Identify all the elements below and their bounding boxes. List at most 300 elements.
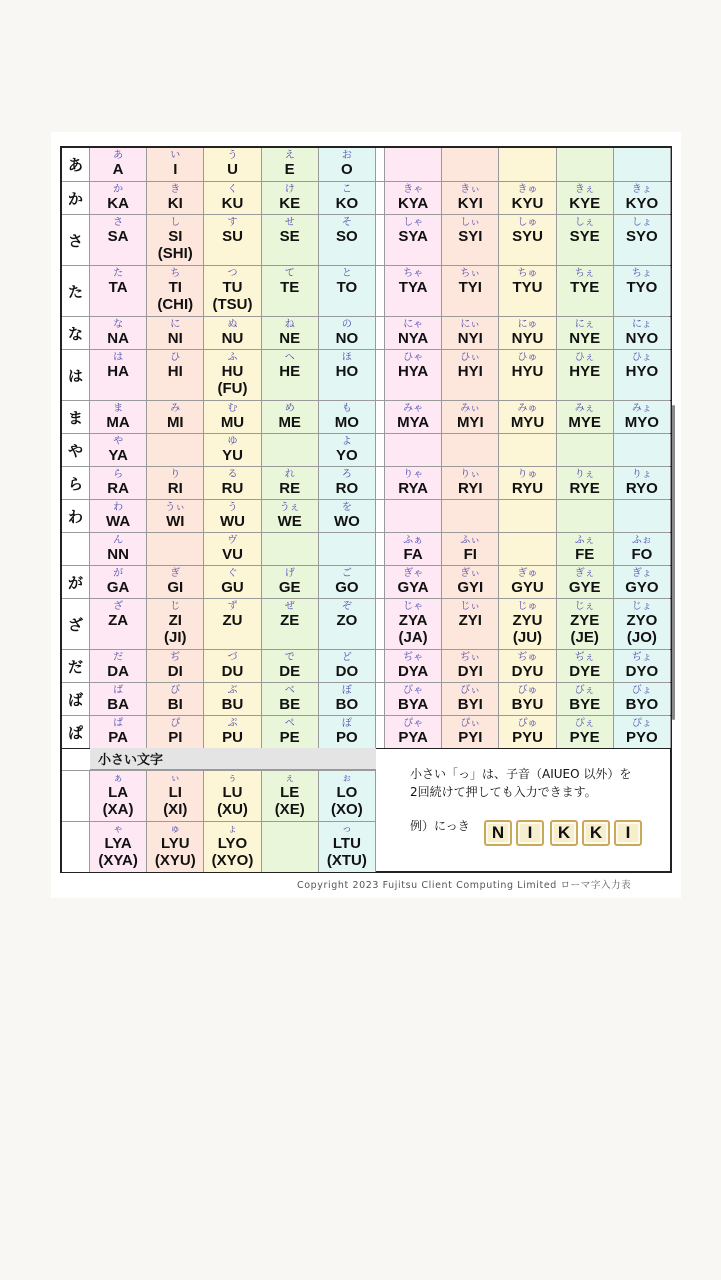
kana-cell <box>319 566 376 598</box>
kana-label: ぁ <box>113 773 124 784</box>
romaji-label: BYE <box>569 696 601 713</box>
romaji-chart <box>60 146 672 873</box>
kana-row <box>62 682 670 715</box>
kana-cell <box>204 215 261 265</box>
row-header: ぱ <box>62 716 90 748</box>
youon-cell <box>614 650 671 682</box>
kana-cell <box>204 467 261 499</box>
romaji-label: KYI <box>457 195 483 212</box>
romaji-label: NO <box>335 330 359 347</box>
youon-cell <box>557 215 614 265</box>
kana-label: ぢゃ <box>403 652 424 663</box>
kana-label: ぶ <box>227 685 238 696</box>
kana-row <box>62 466 670 499</box>
kana-label: じゃ <box>403 601 424 612</box>
kana-label: ぉ <box>341 773 352 784</box>
kana-cell <box>204 683 261 715</box>
small-kana-cell <box>319 822 376 872</box>
row-header: か <box>62 182 90 214</box>
small-kana-cell <box>90 771 147 821</box>
romaji-label: TYU <box>512 279 543 296</box>
romaji-label: HYO <box>625 363 659 380</box>
kana-label: そ <box>341 217 352 228</box>
kana-label: ち <box>170 268 181 279</box>
kana-label: ご <box>341 568 352 579</box>
youon-cell <box>557 350 614 400</box>
youon-cell <box>557 266 614 316</box>
alt-romaji-label: (JA) <box>398 629 428 646</box>
kana-cell <box>204 401 261 433</box>
romaji-label: SE <box>279 228 300 245</box>
youon-cell <box>385 182 442 214</box>
kana-label: ぢぇ <box>574 652 595 663</box>
romaji-label: GYE <box>568 579 601 596</box>
romaji-label: NYI <box>457 330 483 347</box>
youon-cell <box>499 650 556 682</box>
kana-label: ゆ <box>227 436 238 447</box>
kana-cell <box>262 533 319 565</box>
kana-label: みゅ <box>517 403 538 414</box>
youon-cell <box>442 599 499 649</box>
romaji-label: NU <box>221 330 244 347</box>
romaji-label: MA <box>106 414 130 431</box>
romaji-label: I <box>173 161 178 178</box>
romaji-label: RYE <box>569 480 600 497</box>
kana-label: ば <box>113 685 124 696</box>
romaji-label: ZYU <box>512 612 543 629</box>
romaji-label: FI <box>463 546 477 563</box>
kana-label: ぢ <box>170 652 181 663</box>
row-header <box>62 771 90 821</box>
youon-cell <box>499 500 556 532</box>
youon-cell <box>557 500 614 532</box>
kana-label: れ <box>284 469 295 480</box>
kana-label: あ <box>113 150 124 161</box>
youon-cell <box>557 650 614 682</box>
column-gap <box>376 401 385 433</box>
kana-row <box>62 433 670 466</box>
romaji-label: FE <box>575 546 595 563</box>
romaji-label: GYA <box>397 579 429 596</box>
kana-cell <box>90 182 147 214</box>
romaji-label: PYI <box>458 729 483 746</box>
kana-cell <box>90 148 147 181</box>
kana-label: じぃ <box>460 601 481 612</box>
kana-label: と <box>341 268 352 279</box>
romaji-label: ZO <box>336 612 358 629</box>
youon-cell <box>499 317 556 349</box>
romaji-label: KA <box>107 195 129 212</box>
small-kana-cell <box>262 771 319 821</box>
kana-cell <box>319 716 376 748</box>
kana-label: ゅ <box>170 824 181 835</box>
romaji-label: PI <box>168 729 183 746</box>
kana-cell <box>262 317 319 349</box>
romaji-label: ZYA <box>398 612 428 629</box>
kana-label: みぇ <box>574 403 595 414</box>
example-label: 例）にっき <box>410 819 470 833</box>
small-kana-cell <box>262 822 319 872</box>
romaji-label: LE <box>280 784 300 801</box>
column-gap <box>376 434 385 466</box>
romaji-label: YO <box>336 447 358 464</box>
youon-cell <box>614 266 671 316</box>
romaji-label: TYO <box>626 279 658 296</box>
youon-cell <box>442 716 499 748</box>
romaji-label: BYU <box>511 696 544 713</box>
romaji-label: NA <box>107 330 129 347</box>
youon-cell <box>499 182 556 214</box>
scrollbar[interactable] <box>672 405 675 720</box>
kana-cell <box>262 599 319 649</box>
kana-label: ふぉ <box>631 535 652 546</box>
kana-cell <box>90 533 147 565</box>
youon-cell <box>385 434 442 466</box>
romaji-label: ZYI <box>458 612 482 629</box>
youon-cell <box>499 350 556 400</box>
alt-romaji-label: (SHI) <box>157 245 193 262</box>
romaji-label: PYU <box>512 729 543 746</box>
kana-label: へ <box>284 352 295 363</box>
romaji-label: DE <box>279 663 301 680</box>
youon-cell <box>614 467 671 499</box>
youon-cell <box>385 215 442 265</box>
romaji-label: O <box>341 161 353 178</box>
kana-label: を <box>341 502 352 513</box>
romaji-label: LA <box>108 784 129 801</box>
youon-cell <box>614 599 671 649</box>
kana-label: ど <box>341 652 352 663</box>
romaji-label: RI <box>167 480 183 497</box>
kana-label: ふぃ <box>460 535 481 546</box>
kana-cell <box>90 215 147 265</box>
kana-cell <box>204 533 261 565</box>
kana-label: め <box>284 403 295 414</box>
kana-cell <box>147 716 204 748</box>
romaji-label: BYI <box>457 696 483 713</box>
romaji-label: DU <box>221 663 244 680</box>
kana-cell <box>147 401 204 433</box>
romaji-label: GA <box>106 579 130 596</box>
key-k-icon: K <box>550 820 578 846</box>
romaji-label: TA <box>108 279 128 296</box>
youon-cell <box>557 533 614 565</box>
kana-label: ぴ <box>170 718 181 729</box>
youon-cell <box>385 683 442 715</box>
romaji-label: NYE <box>569 330 601 347</box>
romaji-label: SO <box>336 228 358 245</box>
kana-label: しぃ <box>460 217 481 228</box>
romaji-label: ZA <box>108 612 129 629</box>
kana-cell <box>319 401 376 433</box>
romaji-label: DA <box>107 663 129 680</box>
romaji-label: FO <box>631 546 653 563</box>
romaji-label: RYI <box>458 480 483 497</box>
kana-row <box>62 715 670 748</box>
key-i-icon: I <box>614 820 642 846</box>
kana-label: う <box>227 502 238 513</box>
kana-label: ぞ <box>341 601 352 612</box>
romaji-label: DI <box>167 663 183 680</box>
kana-cell <box>319 533 376 565</box>
romaji-label: ZI <box>168 612 182 629</box>
kana-label: ぇ <box>284 773 295 784</box>
row-header <box>62 533 90 565</box>
romaji-label: HA <box>107 363 129 380</box>
romaji-label: TI <box>168 279 182 296</box>
kana-label: みゃ <box>403 403 424 414</box>
youon-cell <box>442 350 499 400</box>
row-header: わ <box>62 500 90 532</box>
romaji-label: DYA <box>397 663 429 680</box>
kana-label: か <box>113 184 124 195</box>
youon-cell <box>614 182 671 214</box>
romaji-label: E <box>284 161 295 178</box>
kana-cell <box>147 215 204 265</box>
alt-romaji-label: (XU) <box>217 801 248 818</box>
kana-cell <box>262 215 319 265</box>
romaji-label: PU <box>222 729 243 746</box>
kana-label: の <box>341 319 352 330</box>
row-header: な <box>62 317 90 349</box>
romaji-label: BYA <box>397 696 429 713</box>
key-n-icon: N <box>484 820 512 846</box>
kana-row <box>62 349 670 400</box>
kana-label: で <box>284 652 295 663</box>
romaji-label: MU <box>220 414 245 431</box>
small-chars-row <box>62 821 376 872</box>
romaji-label: KO <box>335 195 359 212</box>
kana-label: ぢょ <box>631 652 652 663</box>
kana-cell <box>90 434 147 466</box>
small-kana-cell <box>204 822 261 872</box>
kana-label: べ <box>284 685 295 696</box>
row-header <box>62 822 90 872</box>
kana-cell <box>204 434 261 466</box>
romaji-label: SYU <box>512 228 543 245</box>
romaji-label: GYU <box>511 579 544 596</box>
romaji-label: RO <box>335 480 359 497</box>
kana-label: ひょ <box>631 352 652 363</box>
kana-label: びゅ <box>517 685 538 696</box>
column-gap <box>376 500 385 532</box>
youon-cell <box>442 683 499 715</box>
alt-romaji-label: (XYU) <box>154 852 196 869</box>
romaji-label: SYA <box>398 228 428 245</box>
romaji-label: PYE <box>569 729 600 746</box>
alt-romaji-label: (CHI) <box>157 296 194 313</box>
kana-label: ひぇ <box>574 352 595 363</box>
column-gap <box>376 148 385 181</box>
kana-cell <box>90 566 147 598</box>
youon-cell <box>557 599 614 649</box>
small-chars-row <box>62 770 376 821</box>
row-header: あ <box>62 148 90 181</box>
kana-label: ぃ <box>170 773 181 784</box>
kana-label: づ <box>227 652 238 663</box>
kana-label: み <box>170 403 181 414</box>
row-header: た <box>62 266 90 316</box>
kana-label: じゅ <box>517 601 538 612</box>
kana-label: う <box>227 150 238 161</box>
kana-label: きゅ <box>517 184 538 195</box>
kana-cell <box>204 566 261 598</box>
kana-cell <box>262 266 319 316</box>
kana-cell <box>147 599 204 649</box>
alt-romaji-label: (JE) <box>570 629 599 646</box>
kana-label: ちょ <box>631 268 652 279</box>
kana-label: る <box>227 469 238 480</box>
kana-label: ぽ <box>341 718 352 729</box>
kana-cell <box>147 566 204 598</box>
note-line-1: 小さい「っ」は、子音（AIUEO 以外）を <box>410 767 632 781</box>
youon-cell <box>385 467 442 499</box>
kana-label: ぼ <box>341 685 352 696</box>
kana-cell <box>262 182 319 214</box>
kana-cell <box>147 182 204 214</box>
kana-label: に <box>170 319 181 330</box>
youon-cell <box>614 434 671 466</box>
romaji-label: FA <box>403 546 423 563</box>
kana-row <box>62 400 670 433</box>
small-kana-cell <box>90 822 147 872</box>
alt-romaji-label: (JU) <box>512 629 543 646</box>
romaji-label: ZU <box>222 612 243 629</box>
youon-cell <box>499 716 556 748</box>
romaji-label: PYO <box>626 729 658 746</box>
kana-label: じぇ <box>574 601 595 612</box>
kana-label: にゃ <box>403 319 423 330</box>
romaji-label: HE <box>279 363 301 380</box>
youon-cell <box>557 467 614 499</box>
romaji-label: U <box>227 161 238 178</box>
kana-label: にょ <box>631 319 652 330</box>
romaji-label: BI <box>167 696 183 713</box>
youon-cell <box>557 683 614 715</box>
kana-label: つ <box>227 268 238 279</box>
romaji-label: HO <box>335 363 359 380</box>
kana-label: だ <box>113 652 124 663</box>
kana-label: ざ <box>113 601 124 612</box>
youon-cell <box>499 401 556 433</box>
romaji-label: KYA <box>397 195 429 212</box>
romaji-label: MI <box>166 414 184 431</box>
youon-cell <box>385 533 442 565</box>
youon-cell <box>499 266 556 316</box>
kana-label: ぴぇ <box>574 718 595 729</box>
kana-label: りぇ <box>574 469 595 480</box>
kana-label: うぇ <box>279 502 300 513</box>
romaji-label: NI <box>167 330 183 347</box>
youon-cell <box>442 533 499 565</box>
kana-label: ひぃ <box>460 352 481 363</box>
kana-label: て <box>284 268 295 279</box>
youon-cell <box>499 533 556 565</box>
romaji-label: GYO <box>625 579 659 596</box>
kana-label: にぃ <box>460 319 481 330</box>
romaji-label: ZYO <box>626 612 658 629</box>
romaji-label: HYE <box>569 363 601 380</box>
small-chars-heading: 小さい文字 <box>90 748 376 770</box>
kana-label: じょ <box>631 601 652 612</box>
note-line-2: 2回続けて押しても入力できます。 <box>410 785 597 799</box>
kana-label: ぐ <box>227 568 238 579</box>
kana-cell <box>204 599 261 649</box>
youon-cell <box>614 350 671 400</box>
kana-cell <box>319 500 376 532</box>
kana-label: っ <box>341 824 352 835</box>
youon-cell <box>614 148 671 181</box>
kana-cell <box>147 650 204 682</box>
youon-cell <box>614 533 671 565</box>
romaji-label: KI <box>167 195 183 212</box>
kana-label: ぎょ <box>631 568 652 579</box>
youon-cell <box>442 401 499 433</box>
romaji-label: KU <box>221 195 244 212</box>
kana-cell <box>147 467 204 499</box>
romaji-label: GU <box>221 579 244 596</box>
kana-row <box>62 565 670 598</box>
kana-label: ん <box>113 535 124 546</box>
romaji-label: LYU <box>160 835 190 852</box>
kana-label: ら <box>113 469 124 480</box>
alt-romaji-label: (XYO) <box>211 852 254 869</box>
kana-label: す <box>227 217 238 228</box>
kana-label: びぃ <box>460 685 481 696</box>
kana-cell <box>262 650 319 682</box>
kana-label: ちぃ <box>460 268 481 279</box>
youon-cell <box>557 401 614 433</box>
youon-cell <box>614 215 671 265</box>
romaji-label: DYI <box>457 663 483 680</box>
kana-cell <box>147 266 204 316</box>
romaji-label: GE <box>278 579 301 596</box>
romaji-label: WI <box>166 513 185 530</box>
kana-label: な <box>113 319 124 330</box>
kana-cell <box>90 401 147 433</box>
kana-label: び <box>170 685 181 696</box>
romaji-label: SYE <box>569 228 600 245</box>
kana-label: ぜ <box>284 601 295 612</box>
youon-cell <box>385 148 442 181</box>
kana-label: ふぁ <box>403 535 424 546</box>
romaji-label: ZE <box>280 612 300 629</box>
romaji-label: MO <box>334 414 359 431</box>
kana-cell <box>204 317 261 349</box>
kana-label: ぺ <box>284 718 295 729</box>
romaji-label: GO <box>335 579 359 596</box>
kana-label: ょ <box>227 824 238 835</box>
small-kana-cell <box>147 822 204 872</box>
youon-cell <box>614 317 671 349</box>
kana-row <box>62 148 670 181</box>
kana-cell <box>319 266 376 316</box>
kana-cell <box>262 434 319 466</box>
kana-label: ふ <box>227 352 238 363</box>
romaji-label: RU <box>221 480 244 497</box>
column-gap <box>376 266 385 316</box>
alt-romaji-label: (XI) <box>163 801 188 818</box>
romaji-label: TE <box>280 279 300 296</box>
romaji-label: TYA <box>398 279 428 296</box>
kana-label: ぅ <box>227 773 238 784</box>
romaji-label: HU <box>221 363 244 380</box>
youon-cell <box>442 566 499 598</box>
row-header: さ <box>62 215 90 265</box>
youon-cell <box>442 650 499 682</box>
kana-cell <box>262 401 319 433</box>
kana-cell <box>319 434 376 466</box>
